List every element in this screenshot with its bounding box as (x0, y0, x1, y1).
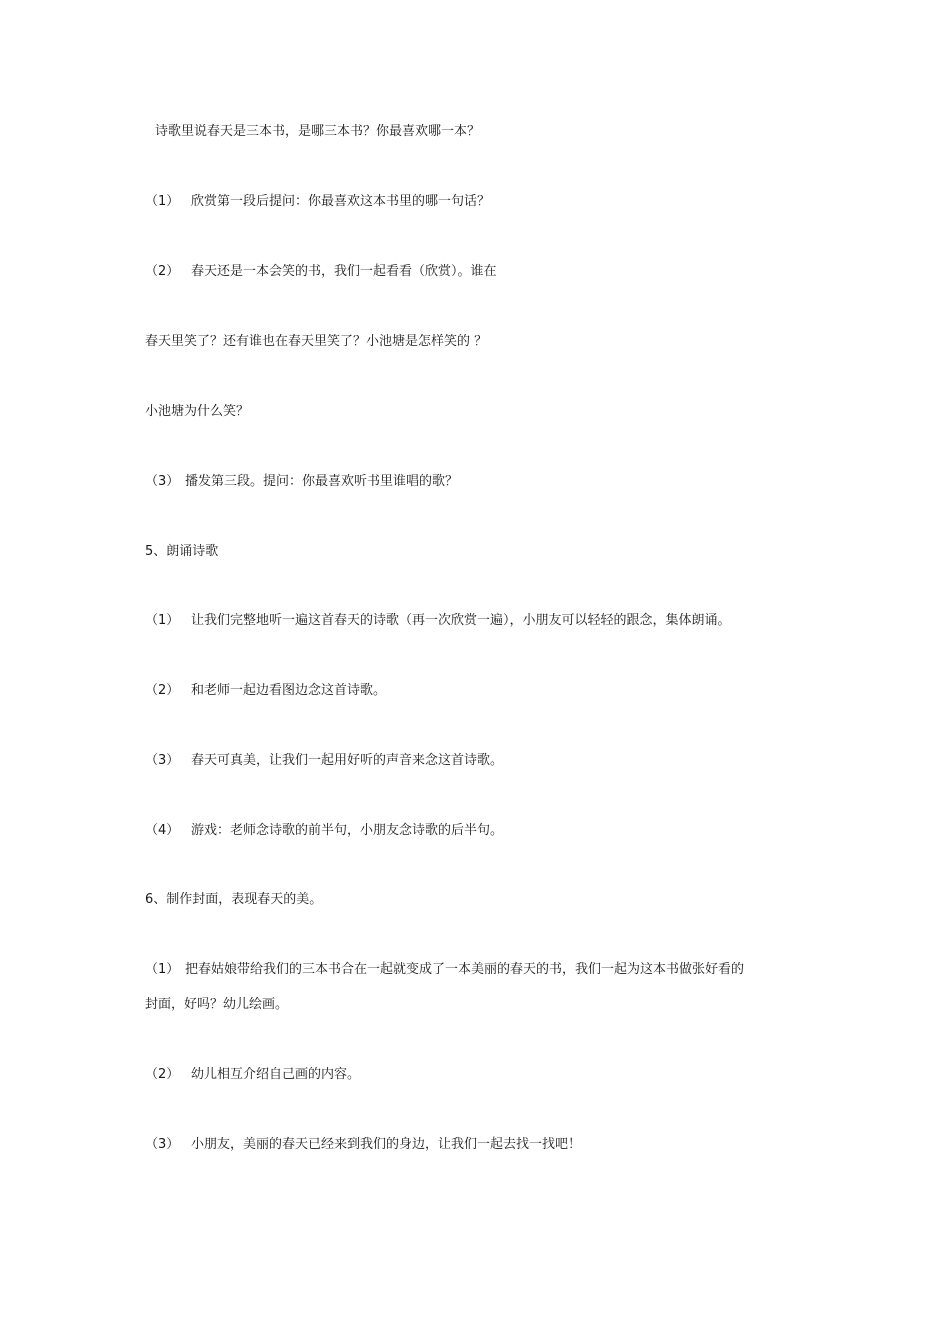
item-number: （3） (145, 474, 180, 489)
list-item (145, 473, 458, 491)
item-text: 欣赏第一段后提问：你最喜欢这本书里的哪一句话？ (191, 194, 491, 209)
list-item (145, 193, 490, 211)
item-text: 春天可真美，让我们一起用好听的声音来念这首诗歌。 (191, 753, 504, 768)
list-item (145, 822, 503, 840)
list-item (145, 612, 731, 630)
item-text: 播发第三段。提问：你最喜欢听书里谁唱的歌？ (185, 474, 459, 489)
intro-question: 诗歌里说春天是三本书，是哪三本书？你最喜欢哪一本？ (155, 124, 481, 139)
list-item (145, 1066, 360, 1084)
item-text: 游戏：老师念诗歌的前半句，小朋友念诗歌的后半句。 (191, 823, 504, 838)
item-continuation: 春天里笑了？还有谁也在春天里笑了？小池塘是怎样笑的 ？ (145, 334, 488, 349)
item-text: 幼儿相互介绍自己画的内容。 (191, 1067, 361, 1082)
list-item (145, 682, 386, 700)
item-number: （3） (145, 753, 180, 768)
item-number: （4） (145, 823, 180, 838)
item-text: 春天还是一本会笑的书，我们一起看看（欣赏）。谁在 (191, 264, 497, 279)
list-item (145, 752, 503, 770)
item-number: （2） (145, 264, 180, 279)
item-continuation: 小池塘为什么笑？ (145, 404, 250, 419)
item-text: 小朋友，美丽的春天已经来到我们的身边，让我们一起去找一找吧！ (191, 1137, 582, 1152)
list-item (145, 961, 744, 979)
section-heading: 6、制作封面，表现春天的美。 (145, 892, 323, 907)
item-number: （2） (145, 683, 180, 698)
item-text: 把春姑娘带给我们的三本书合在一起就变成了一本美丽的春天的书，我们一起为这本书做张好看的 (185, 962, 745, 977)
item-number: （1） (145, 194, 180, 209)
item-text: 和老师一起边看图边念这首诗歌。 (191, 683, 387, 698)
section-heading: 5、朗诵诗歌 (145, 544, 219, 559)
item-number: （1） (145, 613, 180, 628)
list-item (145, 1136, 581, 1154)
item-continuation: 封面，好吗？幼儿绘画。 (145, 997, 289, 1012)
item-text: 让我们完整地听一遍这首春天的诗歌（再一次欣赏一遍），小朋友可以轻轻的跟念，集体朗诵。 (191, 613, 731, 628)
item-number: （3） (145, 1137, 180, 1152)
item-number: （1） (145, 962, 180, 977)
item-number: （2） (145, 1067, 180, 1082)
list-item (145, 263, 497, 281)
